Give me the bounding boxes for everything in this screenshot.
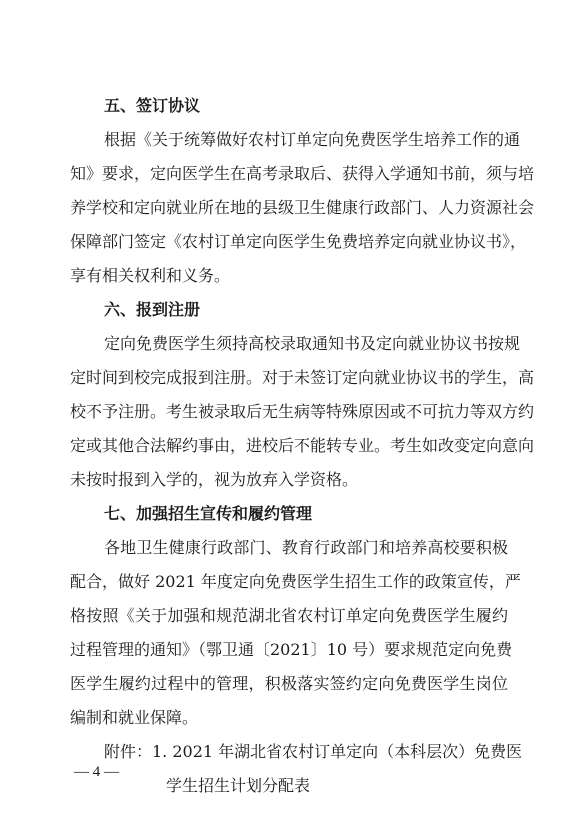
paragraph-line: 校不予注册。考生被录取后无生病等特殊原因或不可抗力等双方约: [70, 402, 535, 421]
paragraph-line: 定时间到校完成报到注册。对于未签订定向就业协议书的学生，高: [70, 368, 535, 387]
paragraph-line: 享有相关权利和义务。: [70, 266, 231, 285]
paragraph-line: 各地卫生健康行政部门、教育行政部门和培养高校要积极: [104, 538, 508, 557]
paragraph-line: 编制和就业保障。: [70, 708, 199, 727]
paragraph-line: 医学生履约过程中的管理，积极落实签约定向免费医学生岗位: [70, 674, 508, 693]
paragraph-line: 过程管理的通知》（鄂卫通〔2021〕10 号）要求规范定向免费: [70, 640, 513, 659]
section-heading-5: 五、签订协议: [104, 96, 201, 115]
paragraph-line: 知》要求，定向医学生在高考录取后、获得入学通知书前，须与培: [70, 164, 535, 183]
paragraph-line: 定或其他合法解约事由，进校后不能转专业。考生如改变定向意向: [70, 436, 535, 455]
section-heading-6: 六、报到注册: [104, 300, 201, 319]
section-heading-7: 七、加强招生宣传和履约管理: [104, 504, 313, 523]
paragraph-line: 格按照《关于加强和规范湖北省农村订单定向免费医学生履约: [70, 606, 508, 625]
attachment-line: 附件：1. 2021 年湖北省农村订单定向（本科层次）免费医: [104, 742, 523, 761]
paragraph-line: 保障部门签定《农村订单定向医学生免费培养定向就业协议书》，: [70, 232, 527, 251]
page-number: — 4 —: [74, 764, 119, 780]
paragraph-line: 养学校和定向就业所在地的县级卫生健康行政部门、人力资源社会: [70, 198, 535, 217]
attachment-line-continued: 学生招生计划分配表: [166, 776, 311, 795]
paragraph-line: 根据《关于统筹做好农村订单定向免费医学生培养工作的通: [104, 130, 521, 149]
paragraph-line: 定向免费医学生须持高校录取通知书及定向就业协议书按规: [104, 334, 521, 353]
paragraph-line: 配合，做好 2021 年度定向免费医学生招生工作的政策宣传，严: [70, 572, 521, 591]
paragraph-line: 未按时报到入学的，视为放弃入学资格。: [70, 470, 359, 489]
